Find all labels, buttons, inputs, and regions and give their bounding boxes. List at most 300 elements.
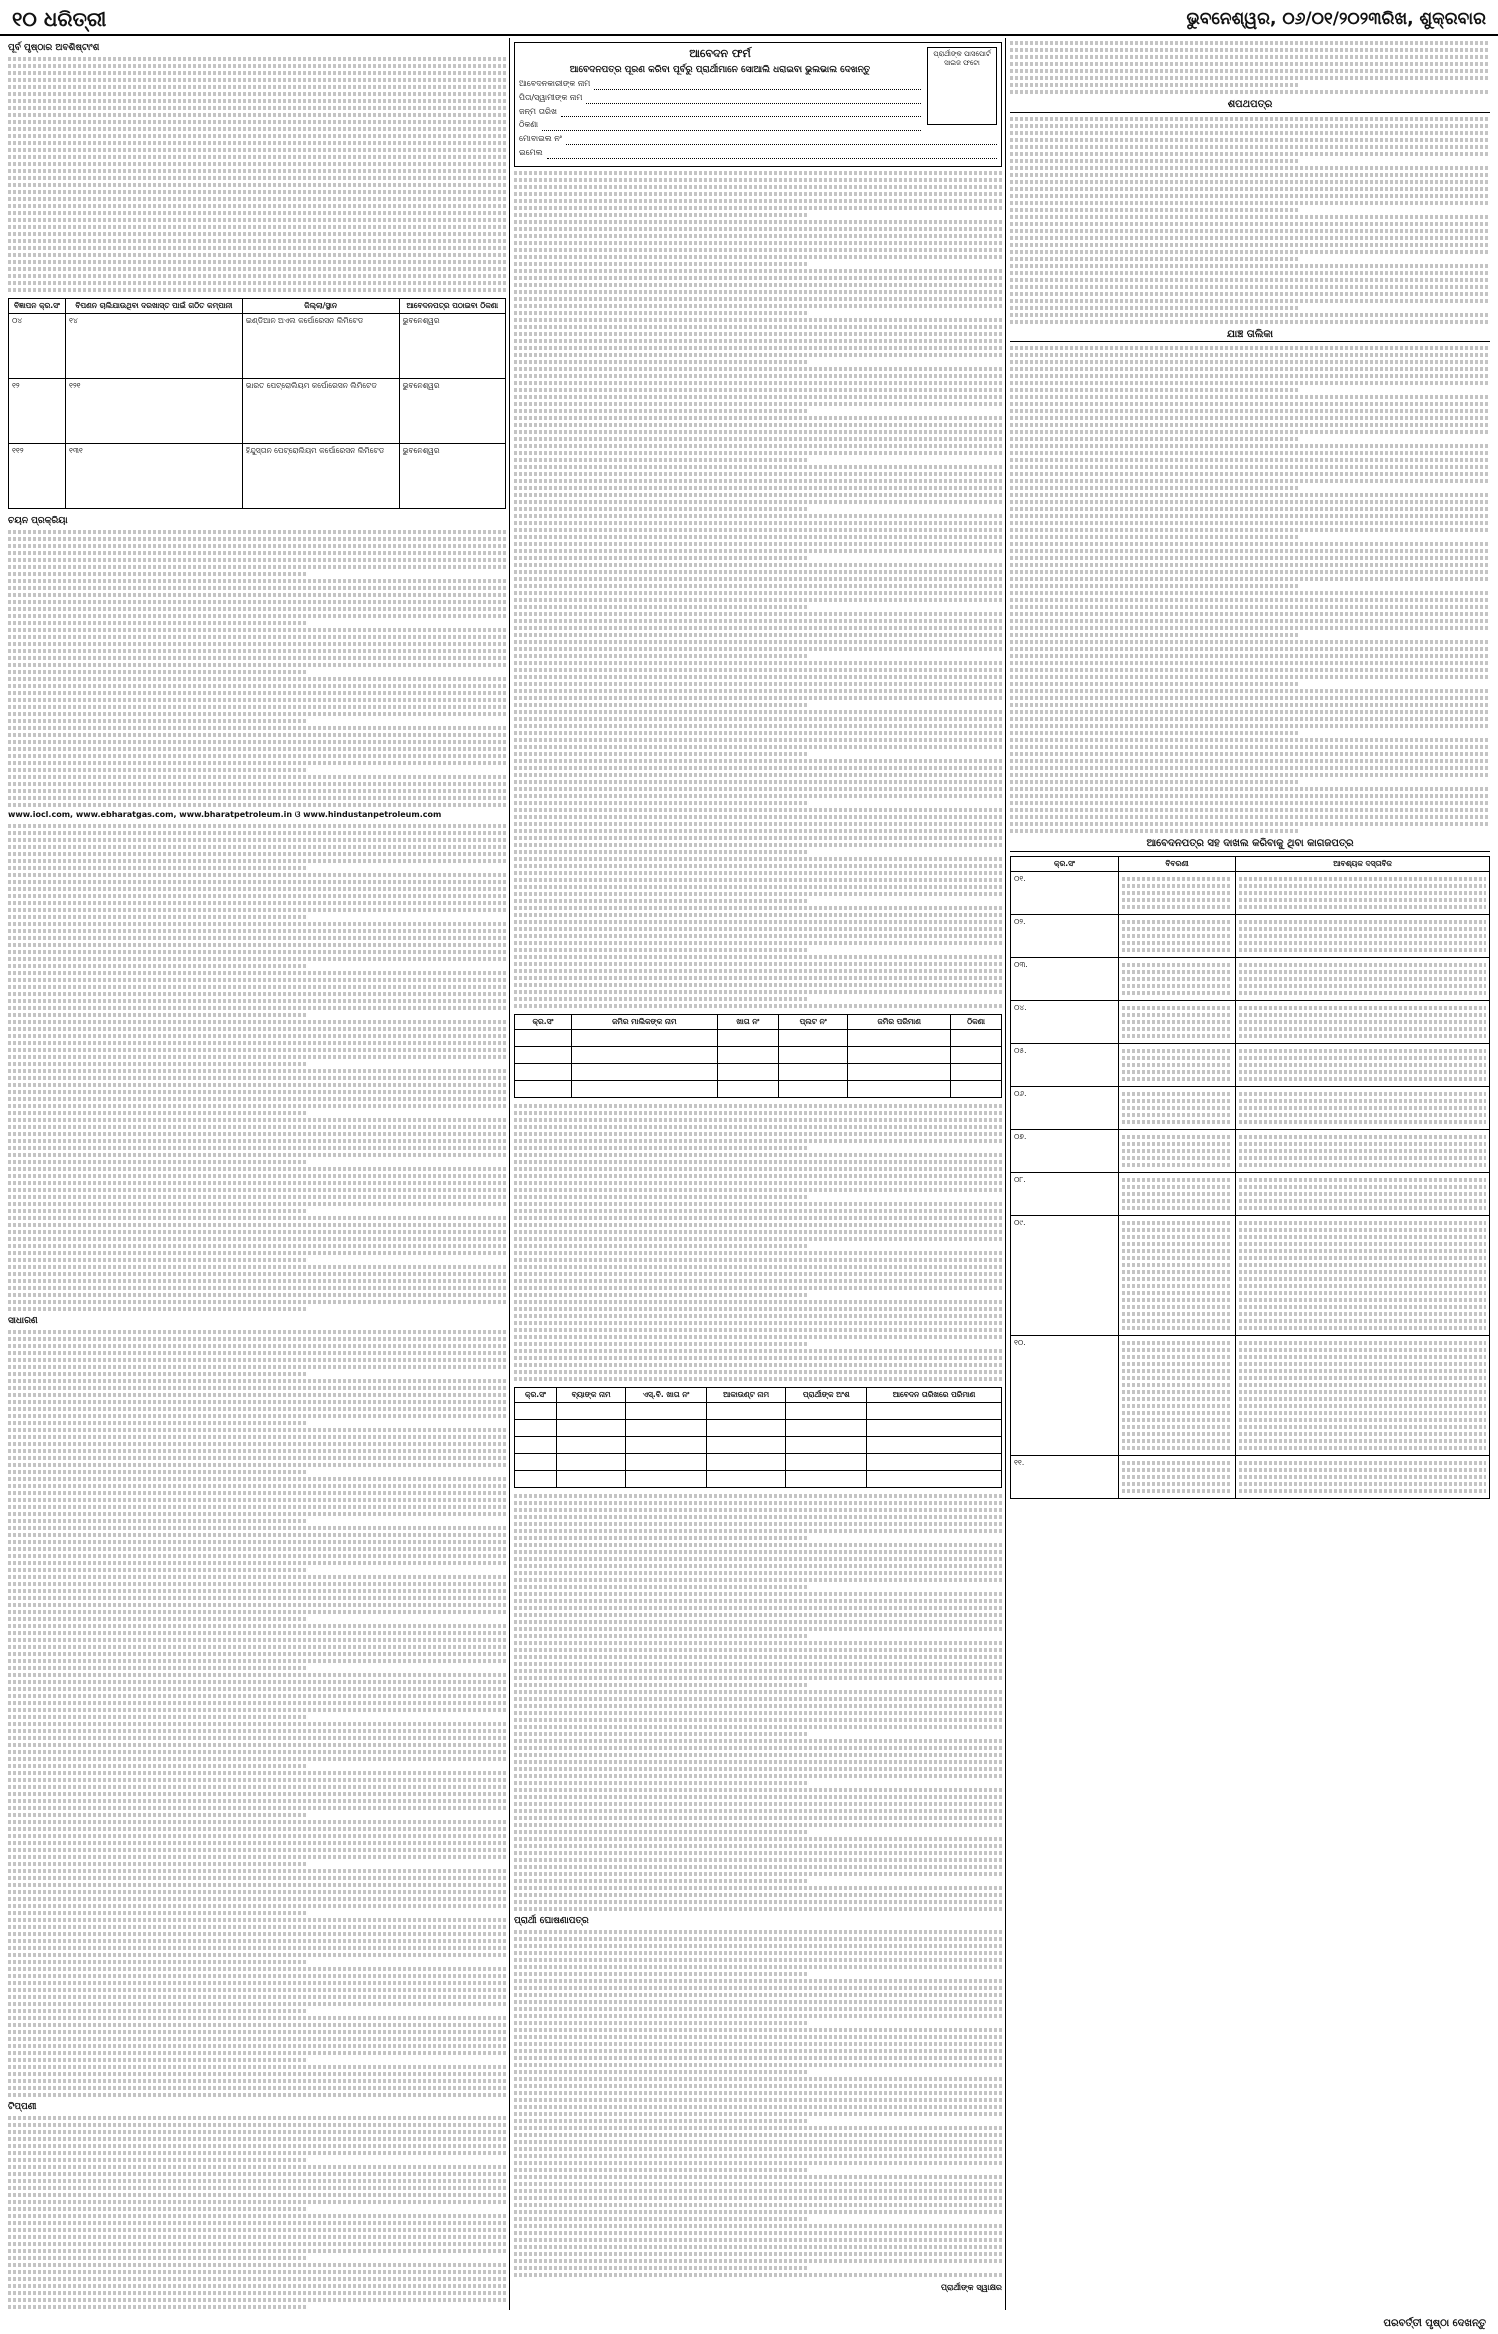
section-heading: ଆବେଦନପତ୍ର ସହ ଦାଖଲ କରିବାକୁ ଥିବା କାଗଜପତ୍ର — [1010, 837, 1490, 852]
text-line — [514, 1872, 1002, 1876]
text-line — [1010, 584, 1298, 588]
text-line — [8, 1813, 307, 1817]
text-line — [8, 2044, 506, 2048]
text-line — [514, 1648, 1002, 1652]
text-line — [514, 2000, 1002, 2004]
table-row: ୦୪ ୧୪ ଇଣ୍ଡିଆନ ଅଏଲ କର୍ପୋରେସନ ଲିମିଟେଡ ଭୁବନେଶ୍ୱର — [9, 314, 506, 379]
text-line — [1010, 794, 1490, 798]
text-line — [514, 2007, 1002, 2011]
text-line — [514, 1613, 1002, 1617]
text-line — [8, 1953, 506, 1957]
text-line — [8, 2179, 506, 2183]
text-line — [514, 752, 807, 756]
text-line — [1010, 208, 1298, 212]
section-heading: ଟିପ୍ପଣୀ — [8, 2102, 37, 2113]
text-line — [8, 1069, 506, 1073]
text-line — [514, 2217, 807, 2221]
text-line — [514, 297, 1002, 301]
text-line — [8, 2277, 506, 2281]
text-line — [514, 2196, 1002, 2200]
text-line — [8, 2214, 506, 2218]
text-line — [514, 731, 1002, 735]
text-line — [1010, 682, 1298, 686]
section-heading: ସାଧାରଣ — [8, 1316, 38, 1327]
text-line — [8, 1244, 506, 1248]
text-line — [8, 761, 506, 765]
text-line — [514, 465, 1002, 469]
text-line — [514, 1788, 1002, 1792]
text-line — [8, 1911, 307, 1915]
text-line — [514, 955, 1002, 959]
text-line — [1010, 353, 1490, 357]
text-line — [8, 971, 506, 975]
text-line — [8, 2263, 506, 2267]
text-line — [514, 430, 1002, 434]
text-line — [514, 493, 1002, 497]
text-line — [514, 689, 1002, 693]
text-line — [514, 185, 1002, 189]
table-header: ଆବେଦନପତ୍ର ପଠାଇବା ଠିକଣା — [399, 299, 505, 314]
text-line — [8, 950, 506, 954]
text-line — [8, 1188, 506, 1192]
text-line — [514, 1725, 1002, 1729]
text-line — [8, 1006, 506, 1010]
text-line — [8, 1139, 506, 1143]
text-line — [8, 600, 506, 604]
text-line — [8, 2009, 307, 2013]
form-field[interactable]: ଇମେଲ — [519, 148, 997, 159]
table-header: କ୍ର.ସଂ — [515, 1387, 557, 1402]
text-line — [8, 649, 506, 653]
text-line — [1010, 752, 1490, 756]
text-line — [514, 1125, 1002, 1129]
text-line — [8, 1111, 307, 1115]
text-line — [514, 822, 1002, 826]
text-line — [1010, 388, 1298, 392]
text-line — [8, 579, 506, 583]
text-line — [514, 1370, 1002, 1374]
text-line — [514, 1377, 1002, 1381]
section-heading: ଯାଞ୍ଚ ତାଲିକା — [1010, 328, 1490, 343]
text-line — [514, 2091, 1002, 2095]
text-line — [514, 1823, 1002, 1827]
text-line — [514, 2161, 1002, 2165]
text-line — [8, 1848, 506, 1852]
table-row — [515, 1063, 1002, 1080]
text-line — [8, 1869, 506, 1873]
text-line — [8, 2144, 506, 2148]
text-line — [8, 1449, 506, 1453]
text-line — [8, 964, 307, 968]
text-line — [1010, 444, 1490, 448]
text-line — [514, 556, 807, 560]
text-line — [514, 836, 1002, 840]
text-line — [1010, 745, 1490, 749]
text-line — [1010, 507, 1490, 511]
table-header: ବ୍ୟାଙ୍କ ନାମ — [556, 1387, 625, 1402]
text-line — [514, 1146, 807, 1150]
text-line — [514, 1858, 1002, 1862]
text-line — [514, 402, 1002, 406]
text-line — [8, 1687, 506, 1691]
text-line — [1010, 166, 1490, 170]
text-line — [8, 2193, 506, 2197]
text-line — [8, 621, 307, 625]
text-line — [514, 339, 1002, 343]
text-line — [514, 1907, 1002, 1911]
text-line — [514, 346, 1002, 350]
text-line — [514, 1279, 1002, 1283]
text-line — [8, 901, 506, 905]
text-line — [514, 1634, 807, 1638]
text-line — [8, 705, 506, 709]
text-line — [514, 934, 1002, 938]
text-line — [8, 824, 506, 828]
text-line — [8, 2186, 506, 2190]
form-field[interactable]: ପିତା/ସ୍ୱାମୀଙ୍କ ନାମ — [519, 93, 921, 104]
text-line — [514, 990, 1002, 994]
text-line — [514, 220, 1002, 224]
table-header: ପ୍ଲଟ ନଂ — [778, 1014, 847, 1029]
text-line — [8, 880, 506, 884]
text-line — [8, 1083, 506, 1087]
text-line — [514, 920, 1002, 924]
form-field[interactable]: ଠିକଣା — [519, 120, 921, 131]
text-line — [514, 612, 1002, 616]
text-line — [8, 2016, 506, 2020]
text-line — [514, 262, 807, 266]
table-header: କ୍ର.ସଂ — [515, 1014, 572, 1029]
text-line — [514, 976, 1002, 980]
text-line — [8, 1463, 506, 1467]
text-line — [8, 1293, 506, 1297]
text-line — [8, 1561, 506, 1565]
text-line — [8, 1589, 506, 1593]
text-line — [8, 1624, 506, 1628]
text-line — [8, 1890, 506, 1894]
text-line — [1010, 222, 1490, 226]
text-line — [514, 1993, 1002, 1997]
table-row: ୧୧. — [1011, 1455, 1490, 1498]
text-line — [514, 703, 807, 707]
text-line — [8, 2002, 506, 2006]
text-line — [514, 969, 1002, 973]
column-right — [1010, 38, 1490, 2310]
text-line — [514, 850, 807, 854]
text-line — [514, 584, 1002, 588]
text-line — [514, 416, 1002, 420]
text-line — [514, 2084, 1002, 2088]
text-line — [8, 1582, 506, 1586]
text-line — [514, 1349, 1002, 1353]
text-line — [8, 1379, 506, 1383]
text-line — [8, 635, 506, 639]
text-line — [514, 2259, 1002, 2263]
text-line — [514, 1965, 1002, 1969]
text-line — [514, 1986, 1002, 1990]
text-line — [1010, 619, 1490, 623]
text-line — [8, 2200, 506, 2204]
text-line — [1010, 187, 1490, 191]
text-line — [514, 598, 1002, 602]
text-line — [1010, 430, 1490, 434]
text-line — [514, 605, 807, 609]
table-row: ୧୧୨ ୧୩୧ ହିନ୍ଦୁସ୍ତାନ ପେଟ୍ରୋଲିୟମ କର୍ପୋରେସନ ଲିମିଟେଡ ଭୁବନେଶ୍ୱର — [9, 444, 506, 509]
text-line — [8, 1484, 506, 1488]
text-line — [514, 661, 1002, 665]
text-line — [8, 929, 506, 933]
text-line — [514, 206, 1002, 210]
text-line — [514, 213, 807, 217]
text-line — [1010, 381, 1490, 385]
text-line — [1010, 829, 1298, 833]
text-line — [514, 444, 1002, 448]
section-heading: ପୂର୍ବ ପୃଷ୍ଠାର ଅବଶିଷ୍ଟାଂଶ — [8, 43, 100, 53]
text-line — [1010, 117, 1490, 121]
text-line — [514, 766, 1002, 770]
text-line — [8, 2270, 506, 2274]
text-line — [8, 1258, 307, 1262]
text-line — [8, 1918, 506, 1922]
text-line — [514, 913, 1002, 917]
text-line — [8, 1904, 506, 1908]
text-line — [8, 1160, 307, 1164]
location-table — [8, 298, 506, 509]
text-line — [1010, 479, 1490, 483]
table-header: ଆକାଉଣ୍ଟ ନାମ — [706, 1387, 786, 1402]
text-line — [514, 682, 1002, 686]
text-line — [8, 1799, 506, 1803]
text-line — [514, 1944, 1002, 1948]
text-line — [8, 1216, 506, 1220]
text-line — [514, 829, 1002, 833]
text-line — [514, 626, 1002, 630]
text-line — [514, 738, 1002, 742]
text-line — [1010, 346, 1490, 350]
text-line — [1010, 124, 1490, 128]
text-line — [514, 1851, 1002, 1855]
text-line — [8, 1820, 506, 1824]
text-line — [514, 1816, 1002, 1820]
text-line — [514, 1662, 1002, 1666]
text-line — [1010, 633, 1298, 637]
text-line — [514, 1363, 1002, 1367]
text-line — [514, 843, 1002, 847]
text-line — [514, 255, 1002, 259]
text-line — [514, 815, 1002, 819]
text-line — [514, 1893, 1002, 1897]
text-line — [8, 1673, 506, 1677]
text-line — [514, 2070, 807, 2074]
text-line — [1010, 299, 1490, 303]
text-line — [1010, 250, 1490, 254]
column-left — [8, 38, 506, 2310]
text-line — [8, 1841, 506, 1845]
text-line — [514, 668, 1002, 672]
text-line — [514, 507, 807, 511]
text-line — [1010, 374, 1490, 378]
text-line — [1010, 55, 1490, 59]
dateline: ଭୁବନେଶ୍ୱର, ୦୬/୦୧/୨୦୨୩ରିଖ, ଶୁକ୍ରବାର — [1186, 9, 1486, 29]
text-line — [8, 859, 506, 863]
text-line — [8, 530, 506, 534]
text-line — [514, 1321, 1002, 1325]
text-line — [514, 1704, 1002, 1708]
text-line — [1010, 367, 1490, 371]
text-line — [8, 1708, 506, 1712]
text-line — [8, 1351, 506, 1355]
table-row: ୦୧. — [1011, 871, 1490, 914]
text-line — [1010, 808, 1490, 812]
text-line — [1010, 780, 1298, 784]
text-line — [514, 276, 1002, 280]
text-line — [8, 2058, 307, 2062]
text-line — [8, 740, 506, 744]
text-line — [8, 691, 506, 695]
table-header: ପ୍ରାର୍ଥୀଙ୍କ ଅଂଶ — [786, 1387, 867, 1402]
text-line — [8, 1174, 506, 1178]
text-line — [514, 2231, 1002, 2235]
text-line — [514, 1578, 1002, 1582]
text-line — [514, 2105, 1002, 2109]
table-header: ବିବରଣୀ — [1119, 856, 1236, 871]
text-line — [514, 332, 1002, 336]
text-line — [8, 2065, 506, 2069]
text-line — [1010, 264, 1490, 268]
text-line — [514, 2168, 807, 2172]
text-line — [514, 759, 1002, 763]
text-line — [514, 1557, 1002, 1561]
text-line — [8, 1265, 506, 1269]
text-line — [514, 388, 1002, 392]
text-line — [8, 1062, 307, 1066]
page-label: ୧୦ ଧରିତ୍ରୀ — [12, 7, 107, 31]
text-line — [8, 1883, 506, 1887]
text-line — [8, 1223, 506, 1227]
table-row: ୦୭. — [1011, 1129, 1490, 1172]
text-line — [8, 1631, 506, 1635]
text-line — [1010, 738, 1490, 742]
text-line — [514, 675, 1002, 679]
text-line — [514, 1655, 1002, 1659]
text-line — [514, 1300, 1002, 1304]
text-line — [1010, 173, 1490, 177]
text-line — [8, 1076, 506, 1080]
text-line — [8, 2221, 506, 2225]
text-line — [514, 1153, 1002, 1157]
text-line — [514, 2014, 1002, 2018]
text-line — [514, 1508, 1002, 1512]
text-line — [8, 1792, 506, 1796]
text-line — [8, 1090, 506, 1094]
text-line — [8, 1104, 506, 1108]
text-line — [8, 2249, 506, 2253]
text-line — [8, 1421, 307, 1425]
text-line — [514, 1543, 1002, 1547]
text-line — [8, 1666, 307, 1670]
text-line — [8, 607, 506, 611]
text-line — [514, 1174, 1002, 1178]
text-line — [8, 558, 506, 562]
text-line — [514, 2133, 1002, 2137]
text-line — [1010, 731, 1298, 735]
text-line — [514, 486, 1002, 490]
table-header: ଜିଲ୍ଲା/ସ୍ଥାନ — [242, 299, 399, 314]
text-line — [1010, 69, 1490, 73]
text-line — [1010, 556, 1490, 560]
text-line — [8, 614, 506, 618]
table-row — [515, 1029, 1002, 1046]
text-line — [514, 1515, 1002, 1519]
text-line — [514, 311, 807, 315]
text-line — [8, 1153, 506, 1157]
form-field[interactable]: ମୋବାଇଲ ନଂ — [519, 134, 997, 145]
table-row — [515, 1420, 1002, 1437]
text-line — [514, 1739, 1002, 1743]
text-line — [1010, 521, 1490, 525]
section-heading: ପ୍ରାର୍ଥୀ ଘୋଷଣାପତ୍ର — [514, 1916, 589, 1927]
table-row: ୦୮. — [1011, 1172, 1490, 1215]
text-line — [514, 864, 1002, 868]
text-line — [1010, 717, 1490, 721]
text-line — [8, 1974, 506, 1978]
text-line — [8, 2037, 506, 2041]
text-line — [8, 1568, 307, 1572]
text-line — [514, 549, 1002, 553]
text-line — [514, 1620, 1002, 1624]
table-row: ୧୨ ୧୨୧ ଭାରତ ପେଟ୍ରୋଲିୟମ କର୍ପୋରେସନ ଲିମିଟେଡ ଭୁବନେଶ୍ୱର — [9, 379, 506, 444]
text-line — [1010, 570, 1490, 574]
text-line — [514, 1118, 1002, 1122]
text-line — [8, 1757, 506, 1761]
text-line — [8, 1034, 506, 1038]
text-line — [8, 782, 506, 786]
text-line — [8, 670, 307, 674]
text-line — [1010, 41, 1490, 45]
text-line — [1010, 689, 1490, 693]
text-line — [514, 192, 1002, 196]
section-heading: ଶପଥପତ୍ର — [1010, 98, 1490, 113]
text-line — [514, 1830, 807, 1834]
text-line — [514, 2126, 1002, 2130]
text-line — [8, 894, 506, 898]
text-line — [514, 227, 1002, 231]
text-line — [1010, 661, 1490, 665]
text-line — [8, 1167, 506, 1171]
text-line — [8, 1386, 506, 1390]
text-line — [514, 1599, 1002, 1603]
text-line — [8, 677, 506, 681]
table-row: ୦୬. — [1011, 1086, 1490, 1129]
text-line — [1010, 180, 1490, 184]
text-line — [1010, 416, 1490, 420]
text-line — [1010, 201, 1490, 205]
text-line — [514, 1237, 1002, 1241]
text-line — [1010, 591, 1490, 595]
text-line — [1010, 138, 1490, 142]
text-line — [1010, 759, 1490, 763]
text-line — [1010, 409, 1490, 413]
text-line — [514, 1272, 1002, 1276]
text-line — [514, 1335, 1002, 1339]
text-line — [514, 773, 1002, 777]
form-field[interactable]: ଆବେଦନକାରୀଙ୍କ ନାମ — [519, 79, 921, 90]
text-line — [514, 1550, 1002, 1554]
text-line — [8, 1055, 506, 1059]
text-line — [8, 572, 307, 576]
form-field[interactable]: ଜନ୍ମ ତାରିଖ — [519, 107, 921, 118]
table-row — [515, 1403, 1002, 1420]
